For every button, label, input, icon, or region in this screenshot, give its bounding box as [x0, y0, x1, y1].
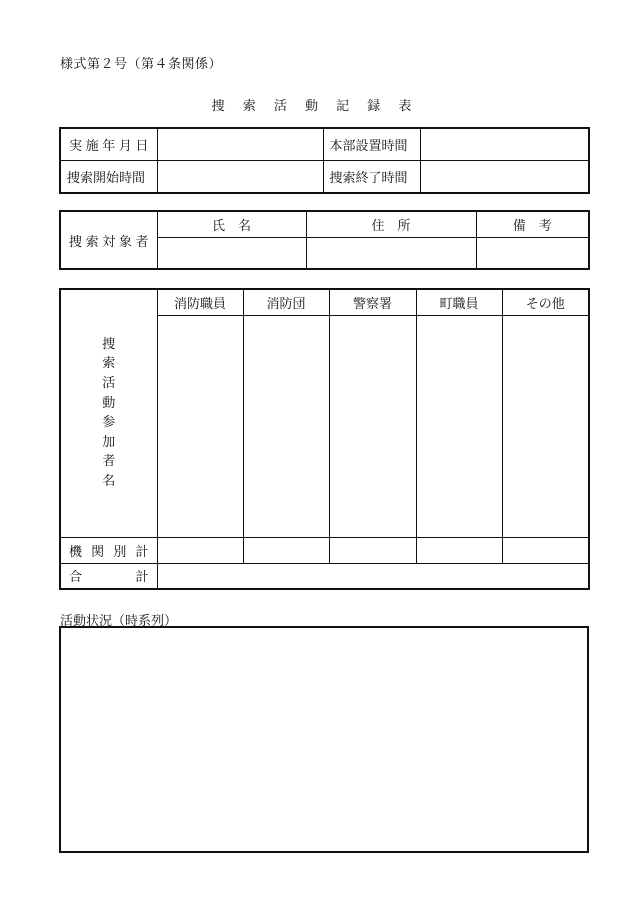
- participants-label-char: 活: [102, 376, 116, 392]
- search-start-label: 捜索開始時間: [60, 161, 157, 194]
- hq-time-label: 本部設置時間: [323, 128, 420, 161]
- date-field[interactable]: [157, 128, 323, 161]
- subject-remarks-field[interactable]: [476, 237, 589, 269]
- date-label: 実施年月日: [60, 128, 157, 161]
- search-end-label: 捜索終了時間: [323, 161, 420, 194]
- status-label: 活動状況（時系列）: [60, 614, 178, 629]
- subject-name-field[interactable]: [157, 237, 306, 269]
- basic-info-table: [59, 127, 590, 194]
- search-start-field[interactable]: [157, 161, 323, 194]
- fire-corps-names-field[interactable]: [243, 315, 329, 537]
- header-other: その他: [502, 289, 589, 315]
- header-town-staff: 町職員: [416, 289, 502, 315]
- fire-staff-subtotal-field[interactable]: [157, 537, 243, 563]
- other-subtotal-field[interactable]: [502, 537, 589, 563]
- document-title: 捜 索 活 動 記 録 表: [211, 99, 419, 114]
- participants-label-char: 名: [102, 474, 116, 490]
- participants-label-char: 捜: [102, 336, 116, 352]
- other-names-field[interactable]: [502, 315, 589, 537]
- subject-row-label: 捜索対象者: [60, 211, 157, 269]
- fire-staff-names-field[interactable]: [157, 315, 243, 537]
- total-label: [60, 563, 157, 589]
- participants-label-char: 参: [102, 415, 116, 431]
- subject-name-header: 氏 名: [157, 211, 306, 237]
- header-fire-staff: 消防職員: [157, 289, 243, 315]
- form-number: 様式第２号（第４条関係）: [60, 57, 223, 72]
- participants-label-char: 動: [102, 395, 116, 411]
- total-label-left: 合: [69, 570, 83, 586]
- fire-corps-subtotal-field[interactable]: [243, 537, 329, 563]
- header-police: 警察署: [329, 289, 416, 315]
- participants-label-char: 者: [102, 454, 116, 470]
- town-staff-subtotal-field[interactable]: [416, 537, 502, 563]
- subtotal-label: 機関別計: [60, 537, 157, 563]
- police-names-field[interactable]: [329, 315, 416, 537]
- police-subtotal-field[interactable]: [329, 537, 416, 563]
- participants-table: [59, 288, 590, 590]
- participants-label-char: 加: [102, 434, 116, 450]
- participants-row-label: [60, 289, 157, 537]
- subject-address-header: 住 所: [306, 211, 476, 237]
- subject-remarks-header: 備 考: [476, 211, 589, 237]
- header-fire-corps: 消防団: [243, 289, 329, 315]
- hq-time-field[interactable]: [420, 128, 589, 161]
- total-field[interactable]: [157, 563, 589, 589]
- town-staff-names-field[interactable]: [416, 315, 502, 537]
- status-field[interactable]: [59, 626, 589, 853]
- total-label-right: 計: [135, 570, 149, 586]
- subject-table: [59, 210, 590, 270]
- search-end-field[interactable]: [420, 161, 589, 194]
- subject-address-field[interactable]: [306, 237, 476, 269]
- participants-label-char: 索: [102, 356, 116, 372]
